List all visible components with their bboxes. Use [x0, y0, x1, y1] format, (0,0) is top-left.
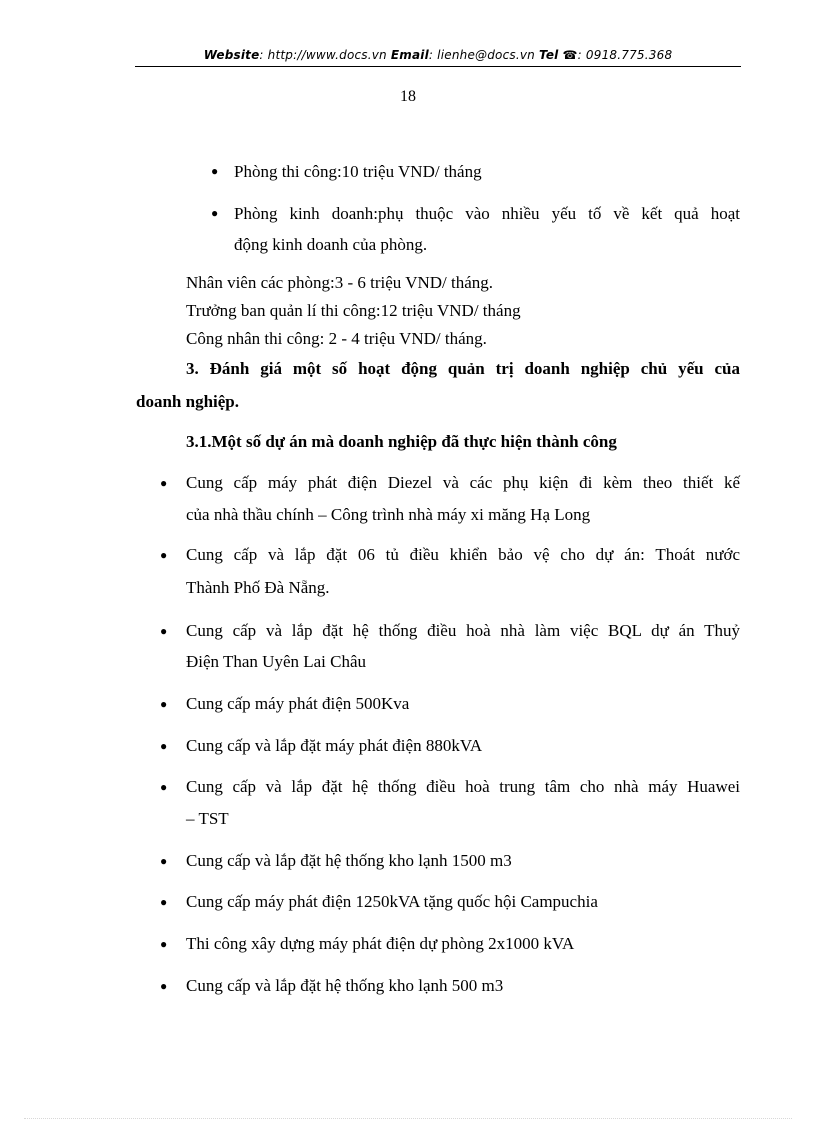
bullet-icon: ●	[160, 739, 168, 753]
dept-bullet-2-line1: Phòng kinh doanh:phụ thuộc vào nhiều yếu tố về kết quả hoạt	[234, 204, 740, 223]
bullet-icon: ●	[160, 780, 168, 794]
bullet-icon: ●	[160, 548, 168, 562]
project-item-line1: Cung cấp máy phát điện Diezel và các phụ kiện đi kèm theo thiết kế	[186, 473, 740, 492]
project-item: Thi công xây dựng máy phát điện dự phòng 2x1000 kVA	[186, 934, 575, 953]
project-item: Cung cấp và lắp đặt hệ thống kho lạnh 1500 m3	[186, 851, 512, 870]
phone-icon: ☎	[562, 48, 578, 62]
tel-value: : 0918.775.368	[577, 48, 673, 62]
bullet-icon: ●	[160, 895, 168, 909]
bullet-icon: ●	[160, 697, 168, 711]
header-rule	[135, 66, 741, 67]
bullet-icon: ●	[160, 854, 168, 868]
project-item-line2: của nhà thầu chính – Công trình nhà máy xi măng Hạ Long	[186, 505, 591, 524]
bullet-icon: ●	[160, 624, 168, 638]
salary-line: Nhân viên các phòng:3 - 6 triệu VND/ tháng.	[186, 273, 494, 292]
bullet-icon: ●	[160, 937, 168, 951]
project-item: Cung cấp máy phát điện 500Kva	[186, 694, 410, 713]
page-number: 18	[400, 88, 416, 105]
email-label: Email	[390, 48, 429, 62]
project-item-line2: Điện Than Uyên Lai Châu	[186, 652, 367, 671]
bullet-icon: ●	[160, 979, 168, 993]
salary-line: Trưởng ban quản lí thi công:12 triệu VND/ tháng	[186, 301, 521, 320]
tel-label: Tel	[538, 48, 559, 62]
dept-bullet-2-line2: động kinh doanh của phòng.	[234, 235, 428, 254]
page-header	[135, 48, 741, 62]
section-3-1-heading: 3.1.Một số dự án mà doanh nghiệp đã thực hiện thành công	[186, 432, 617, 451]
section-3-heading: 3. Đánh giá một số hoạt động quản trị doanh nghiệp chủ yếu của	[186, 359, 740, 378]
email-value: : lienhe@docs.vn	[428, 48, 535, 62]
website-value: : http://www.docs.vn	[259, 48, 387, 62]
page-bottom-border	[24, 1118, 792, 1119]
bullet-icon: ●	[160, 476, 168, 490]
project-item: Cung cấp máy phát điện 1250kVA tặng quốc hội Campuchia	[186, 892, 598, 911]
section-3-heading-cont: doanh nghiệp.	[136, 392, 239, 411]
project-item-line1: Cung cấp và lắp đặt hệ thống điều hoà trung tâm cho nhà máy Huawei	[186, 777, 740, 796]
project-item: Cung cấp và lắp đặt máy phát điện 880kVA	[186, 736, 483, 755]
project-item-line2: Thành Phố Đà Nẵng.	[186, 578, 330, 597]
project-item: Cung cấp và lắp đặt hệ thống kho lạnh 500 m3	[186, 976, 504, 995]
salary-line: Công nhân thi công: 2 - 4 triệu VND/ tháng.	[186, 329, 487, 348]
project-item-line2: – TST	[186, 809, 229, 828]
dept-bullet-1: Phòng thi công:10 triệu VND/ tháng	[234, 162, 482, 181]
project-item-line1: Cung cấp và lắp đặt 06 tủ điều khiển bảo vệ cho dự án: Thoát nước	[186, 545, 740, 564]
bullet-icon: ●	[211, 206, 219, 220]
bullet-icon: ●	[211, 164, 219, 178]
website-label: Website	[203, 48, 260, 62]
project-item-line1: Cung cấp và lắp đặt hệ thống điều hoà nhà làm việc BQL dự án Thuỷ	[186, 621, 740, 640]
